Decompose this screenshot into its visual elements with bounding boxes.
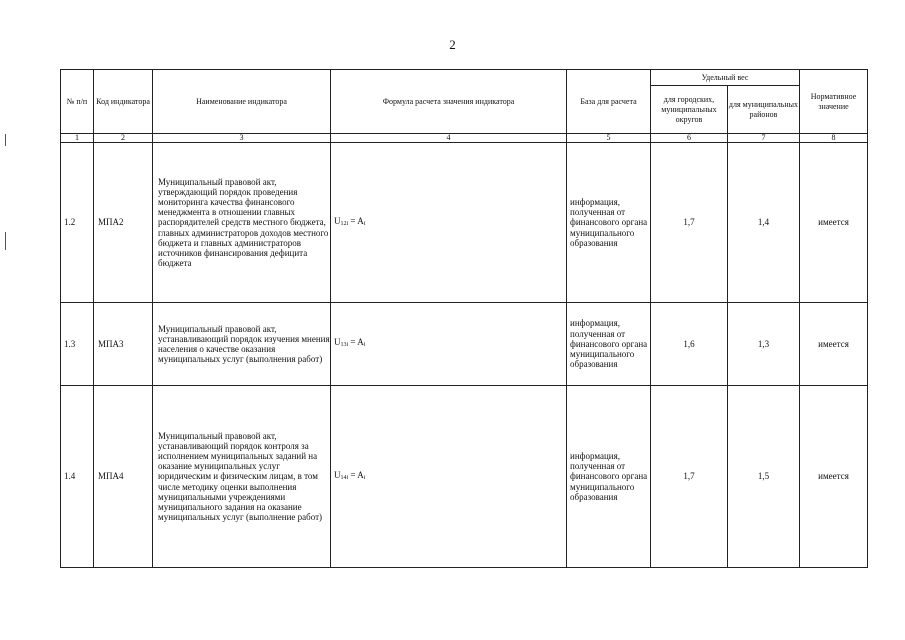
table-row	[61, 143, 868, 303]
formula-subscript: 13i	[340, 342, 349, 349]
indicators-table	[60, 69, 868, 568]
normative-value: имеется	[800, 303, 868, 386]
formula-lhs: U	[334, 469, 341, 480]
calc-base: информация, полученная от финансового органа муниципального образования	[567, 143, 651, 303]
column-numbers-row	[61, 134, 868, 143]
formula-rhs-subscript: i	[363, 342, 366, 349]
column-number: 3	[153, 134, 331, 143]
header-name: Наименование индикатора	[153, 70, 331, 134]
weight-city-value: 1,7	[651, 143, 728, 303]
row-number: 1.4	[61, 386, 94, 568]
header-code: Код индикатора	[94, 70, 153, 134]
header-normative: Нормативное значение	[800, 70, 868, 134]
weight-city-value: 1,7	[651, 386, 728, 568]
calc-base: информация, полученная от финансового органа муниципального образования	[567, 303, 651, 386]
header-row	[61, 70, 868, 86]
header-weight-district: для муниципальных районов	[728, 86, 800, 134]
formula-rhs-subscript: i	[363, 220, 366, 227]
header-weight-city: для городских, муниципальных округов	[651, 86, 728, 134]
indicator-formula	[331, 303, 567, 386]
indicator-name: Муниципальный правовой акт, устанавливающий порядок контроля за исполнением муниципальных заданий на оказание муниципальных услуг юридическим и физическим лицам, в том числе методику оценки выполнения муниципальными учреждениями муниципального задания на оказание муниципальных услуг (выполнение работ)	[153, 386, 331, 568]
formula-rhs: = A	[348, 337, 364, 348]
normative-value: имеется	[800, 143, 868, 303]
scan-margin-mark	[5, 134, 6, 146]
column-number: 5	[567, 134, 651, 143]
indicator-name: Муниципальный правовой акт, утверждающий порядок проведения мониторинга качества финансового менеджмента в отношении главных распорядителей средств местного бюджета, главных администраторов доходов местного бюджета и главных администраторов источников финансирования дефицита бюджета	[153, 143, 331, 303]
indicator-code: МПА3	[94, 303, 153, 386]
column-number: 7	[728, 134, 800, 143]
column-number: 6	[651, 134, 728, 143]
page-number: 2	[449, 37, 456, 52]
header-formula: Формула расчета значения индикатора	[331, 70, 567, 134]
header-weight-group: Удельный вес	[651, 70, 800, 86]
formula-rhs: = A	[348, 215, 364, 226]
row-number: 1.2	[61, 143, 94, 303]
weight-city-value: 1,6	[651, 303, 728, 386]
formula-rhs: = A	[348, 469, 364, 480]
scan-margin-mark	[5, 232, 6, 250]
weight-district-value: 1,4	[728, 143, 800, 303]
weight-district-value: 1,3	[728, 303, 800, 386]
indicator-name: Муниципальный правовой акт, устанавливающий порядок изучения мнения населения о качестве оказания муниципальных услуг (выполнения работ)	[153, 303, 331, 386]
indicator-code: МПА2	[94, 143, 153, 303]
column-number: 2	[94, 134, 153, 143]
formula-lhs: U	[334, 337, 341, 348]
indicator-formula	[331, 143, 567, 303]
indicator-formula	[331, 386, 567, 568]
calc-base: информация, полученная от финансового органа муниципального образования	[567, 386, 651, 568]
table-row	[61, 386, 868, 568]
indicator-code: МПА4	[94, 386, 153, 568]
row-number: 1.3	[61, 303, 94, 386]
formula-subscript: 12i	[340, 220, 349, 227]
formula-rhs-subscript: i	[363, 474, 366, 481]
header-num: № п/п	[61, 70, 94, 134]
column-number: 1	[61, 134, 94, 143]
column-number: 4	[331, 134, 567, 143]
column-number: 8	[800, 134, 868, 143]
formula-lhs: U	[334, 215, 341, 226]
weight-district-value: 1,5	[728, 386, 800, 568]
normative-value: имеется	[800, 386, 868, 568]
formula-subscript: 14i	[340, 474, 349, 481]
header-base: База для расчета	[567, 70, 651, 134]
table-row	[61, 303, 868, 386]
